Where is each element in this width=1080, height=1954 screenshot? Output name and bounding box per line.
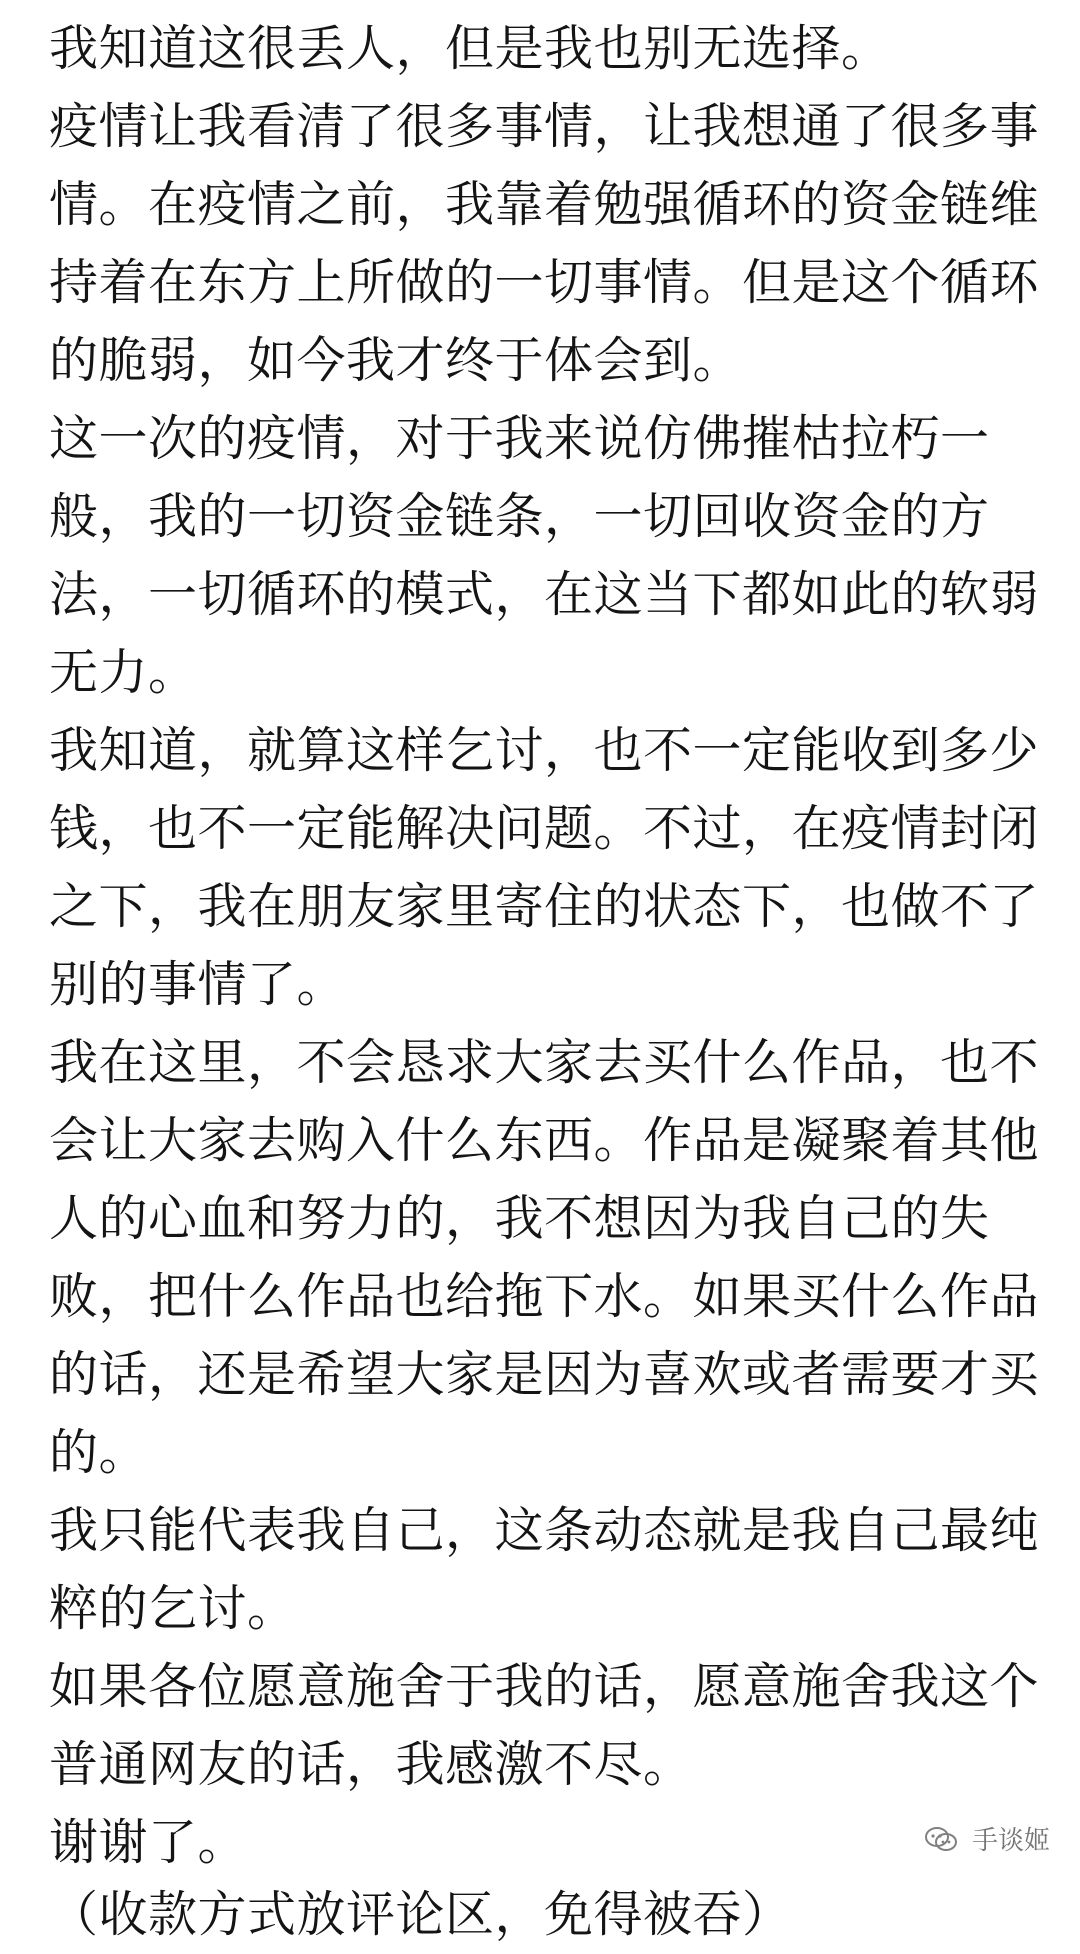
paragraph-2: 疫情让我看清了很多事情，让我想通了很多事情。在疫情之前，我靠着勉强循环的资金链维持着在东方上所做的一切事情。但是这个循环的脆弱，如今我才终于体会到。 — [49, 98, 1040, 389]
watermark-text: 手谈姬 — [971, 1826, 1050, 1856]
watermark — [922, 1820, 1050, 1857]
paragraph-6: 我只能代表我自己，这条动态就是我自己最纯粹的乞讨。 — [49, 1502, 1040, 1637]
paragraph-3: 这一次的疫情，对于我来说仿佛摧枯拉朽一般，我的一切资金链条，一切回收资金的方法，一切循环的模式，在这当下都如此的软弱无力。 — [49, 410, 1040, 701]
cutoff-line: （收款方式放评论区，免得被吞） — [49, 1886, 792, 1943]
wechat-icon — [922, 1824, 962, 1854]
paragraph-1: 我知道这很丢人，但是我也别无选择。 — [49, 20, 891, 77]
paragraph-8: 谢谢了。 — [49, 1814, 248, 1871]
paragraph-5: 我在这里，不会恳求大家去买什么作品，也不会让大家去购入什么东西。作品是凝聚着其他人的心血和努力的，我不想因为我自己的失败，把什么作品也给拖下水。如果买什么作品的话，还是希望大家是因为喜欢或者需要才买的。 — [49, 1034, 1040, 1481]
post-text — [49, 10, 1039, 1882]
paragraph-7: 如果各位愿意施舍于我的话，愿意施舍我这个普通网友的话，我感激不尽。 — [49, 1658, 1040, 1793]
paragraph-4: 我知道，就算这样乞讨，也不一定能收到多少钱，也不一定能解决问题。不过，在疫情封闭之下，我在朋友家里寄住的状态下，也做不了别的事情了。 — [49, 722, 1040, 1013]
